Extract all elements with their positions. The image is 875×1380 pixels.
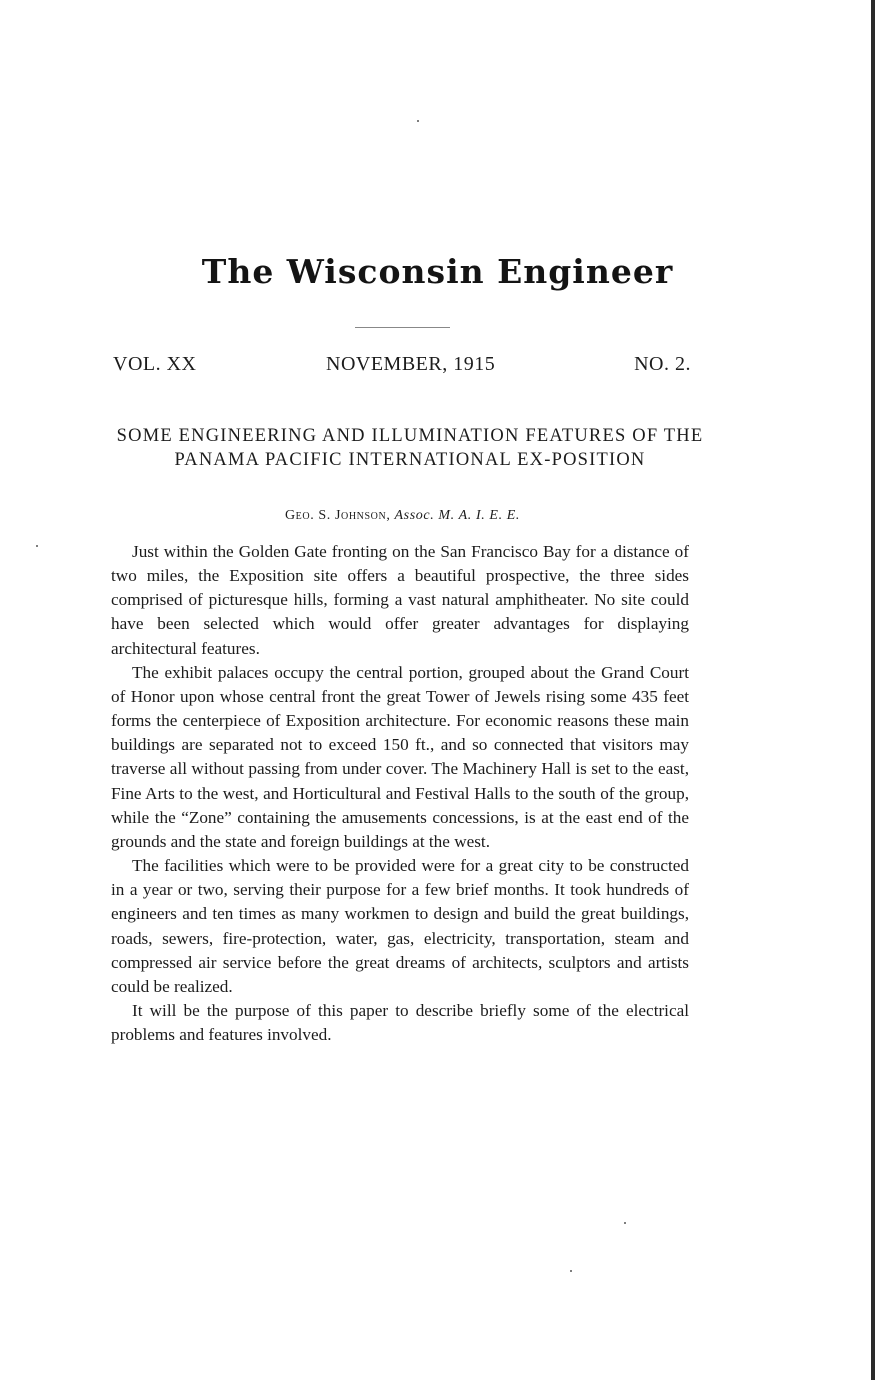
issue-line bbox=[113, 353, 691, 379]
volume-number: VOL. XX bbox=[113, 353, 197, 375]
page-edge-shadow bbox=[871, 0, 875, 1380]
issue-date: NOVEMBER, 1915 bbox=[326, 353, 496, 375]
author-name: Geo. S. Johnson, bbox=[284, 508, 391, 523]
article-byline bbox=[0, 508, 805, 524]
scan-speck bbox=[624, 1222, 626, 1224]
issue-number: NO. 2. bbox=[634, 353, 691, 375]
body-paragraph: The exhibit palaces occupy the central portion, grouped about the Grand Court of Honor upon whose central front the great Tower of Jewels rising some 435 feet forms the centerpiece of Exposition architecture. For economic reasons these main buildings are separated not to exceed 150 ft., and so connected that visitors may traverse all without passing from under cover. The Machinery Hall is set to the east, Fine Arts to the west, and Horticultural and Festival Halls to the south of the group, while the “Zone” containing the amusements concessions, is at the east end of the grounds and the state and foreign buildings at the west. bbox=[111, 662, 689, 851]
scan-speck bbox=[36, 545, 38, 547]
article-title: SOME ENGINEERING AND ILLUMINATION FEATURES OF THE PANAMA PACIFIC INTERNATIONAL EX-POSITION bbox=[116, 426, 704, 470]
body-paragraph: The facilities which were to be provided were for a great city to be constructed in a year or two, serving their purpose for a few brief months. It took hundreds of engineers and ten times as many workmen to design and build the great buildings, roads, sewers, fire-protection, water, gas, electricity, transportation, steam and compressed air service before the great dreams of architects, sculptors and artists could be realized. bbox=[111, 856, 689, 996]
article-body bbox=[111, 540, 689, 1047]
body-paragraph: It will be the purpose of this paper to describe briefly some of the electrical problems and features involved. bbox=[111, 1000, 689, 1045]
scan-speck bbox=[417, 120, 419, 122]
author-affiliation: Assoc. M. A. I. E. E. bbox=[394, 508, 521, 523]
masthead-rule bbox=[355, 327, 450, 328]
journal-masthead: The Wisconsin Engineer bbox=[201, 252, 674, 291]
scan-speck bbox=[570, 1270, 572, 1272]
body-paragraph: Just within the Golden Gate fronting on the San Francisco Bay for a distance of two miles, the Exposition site offers a beautiful prospective, the three sides comprised of picturesque hills, forming a vast natural amphitheater. No site could have been selected which would offer greater advantages for displaying architectural features. bbox=[111, 542, 689, 658]
